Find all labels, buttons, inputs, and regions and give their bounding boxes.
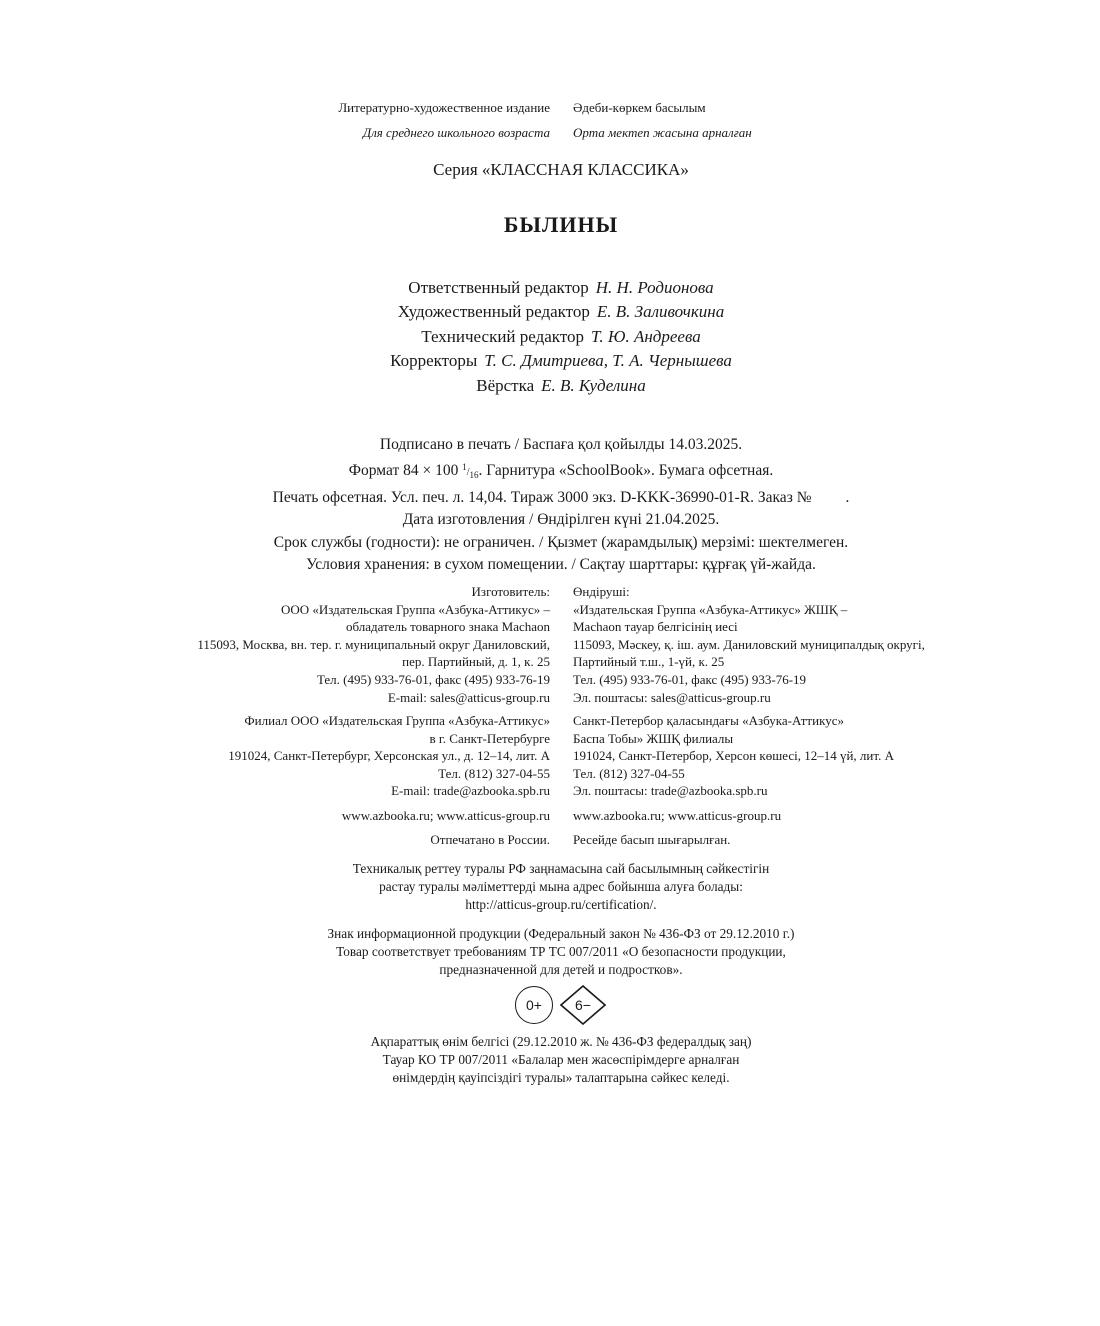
format-suffix: . Гарнитура «SchoolBook». Бумага офсетная. xyxy=(478,462,774,480)
branch-ru-line: Тел. (812) 327-04-55 xyxy=(438,765,550,781)
branch-kz xyxy=(573,712,894,800)
storage-conditions: Условия хранения: в сухом помещении. / Сақтау шарттары: құрғақ үй-жайда. xyxy=(306,556,816,574)
info-sign-kz-line: Ақпараттық өнім белгісі (29.12.2010 ж. № 436-ФЗ федералдық заң) xyxy=(370,1034,752,1049)
credit-line xyxy=(0,325,1100,349)
branch-ru xyxy=(228,712,550,800)
manufacturer-ru-line: Изготовитель: xyxy=(471,584,550,599)
info-sign-kz xyxy=(0,1033,1100,1087)
age-rating-badges xyxy=(514,985,610,1025)
manufacturer-kz-line: Өндіруші: xyxy=(573,584,630,599)
age-rating-diamond-label: 6− xyxy=(575,997,591,1013)
imprint-block xyxy=(0,434,1100,576)
branch-ru-line: в г. Санкт-Петербурге xyxy=(429,730,550,746)
credit-name: Т. Ю. Андреева xyxy=(591,326,701,346)
info-sign-kz-line: өнімдердің қауіпсіздігі туралы» талаптарына сәйкес келеді. xyxy=(392,1070,730,1085)
info-sign-ru-line: предназначенной для детей и подростков». xyxy=(439,962,683,977)
credit-line xyxy=(0,276,1100,300)
websites-ru-line: www.azbooka.ru; www.atticus-group.ru xyxy=(341,808,550,823)
printed-in-ru xyxy=(430,831,550,849)
print-details: Печать офсетная. Усл. печ. л. 14,04. Тираж 3000 экз. D-KKK-36990-01-R. Заказ № xyxy=(272,488,812,506)
credit-line xyxy=(0,300,1100,324)
age-group-ru: Для среднего школьного возраста xyxy=(362,125,550,140)
branch-ru-line: 191024, Санкт-Петербург, Херсонская ул., д. 12–14, лит. А xyxy=(228,748,550,764)
branch-kz-line: 191024, Санкт-Петербор, Херсон көшесі, 12–14 үй, лит. А xyxy=(573,748,894,764)
credit-name: Т. С. Дмитриева, Т. А. Чернышева xyxy=(484,351,732,371)
credit-role: Технический редактор xyxy=(421,326,585,346)
manufacturer-kz-email: Эл. поштасы: sales@atticus-group.ru xyxy=(573,689,771,705)
certification-url: http://atticus-group.ru/certification/. xyxy=(465,897,657,912)
credit-role: Ответственный редактор xyxy=(408,278,589,297)
credit-line xyxy=(0,349,1100,373)
manufacturer-kz-line: 115093, Мәскеу, қ. іш. аум. Даниловский муниципалдық округі, xyxy=(573,636,925,652)
manufacturer-ru-line: пер. Партийный, д. 1, к. 25 xyxy=(402,654,550,670)
service-life: Срок службы (годности): не ограничен. / Қызмет (жарамдылық) мерзімі: шектелмеген. xyxy=(273,533,849,551)
age-group-kz: Орта мектеп жасына арналған xyxy=(573,125,752,140)
branch-kz-email: Эл. поштасы: trade@azbooka.spb.ru xyxy=(573,783,768,799)
manufacturer-ru xyxy=(197,583,550,706)
edition-type-kz: Әдеби-көркем басылым xyxy=(573,100,706,115)
manufacturer-ru-line: 115093, Москва, вн. тер. г. муниципальный округ Даниловский, xyxy=(197,636,550,652)
manufacturer-kz-line: Machaon тауар белгісінің иесі xyxy=(573,619,738,635)
websites-kz-line: www.azbooka.ru; www.atticus-group.ru xyxy=(573,808,782,823)
printed-in-ru-line: Отпечатано в России. xyxy=(430,832,550,847)
signed-to-print: Подписано в печать / Баспаға қол қойылды 14.03.2025. xyxy=(379,436,743,453)
manufacturer-kz xyxy=(573,583,925,706)
series-name: Серия «КЛАССНАЯ КЛАССИКА» xyxy=(433,160,689,179)
edition-type-ru: Литературно-художественное издание xyxy=(338,100,550,115)
certification-block xyxy=(0,860,1100,914)
format-prefix: Формат 84 × 100 xyxy=(348,462,459,480)
info-sign-ru-line: Товар соответствует требованиям ТР ТС 007/2011 «О безопасности продукции, xyxy=(336,944,786,959)
manufacturer-kz-line: «Издательская Группа «Азбука-Аттикус» ЖШҚ – xyxy=(573,601,848,617)
age-rating-label: 0+ xyxy=(526,997,542,1013)
manufacture-date: Дата изготовления / Өндірілген күні 21.04.2025. xyxy=(402,511,720,529)
websites-ru xyxy=(342,807,550,825)
certification-line: растау туралы мәліметтерді мына адрес бойынша алуға болады: xyxy=(379,879,743,894)
branch-kz-line: Тел. (812) 327-04-55 xyxy=(573,765,685,781)
format-numerator: 1 xyxy=(462,462,467,473)
manufacturer-kz-line: Тел. (495) 933-76-01, факс (495) 933-76-19 xyxy=(573,671,807,687)
printed-in-kz xyxy=(573,831,730,849)
manufacturer-ru-line: ООО «Издательская Группа «Азбука-Аттикус» – xyxy=(280,601,550,617)
credit-name: Е. В. Куделина xyxy=(541,375,646,395)
manufacturer-ru-line: обладатель товарного знака Machaon xyxy=(345,619,550,635)
info-sign-ru-line: Знак информационной продукции (Федеральный закон № 436-ФЗ от 29.12.2010 г.) xyxy=(327,926,795,941)
branch-kz-line: Санкт-Петербор қаласындағы «Азбука-Аттикус» xyxy=(573,713,844,728)
branch-kz-line: Баспа Тобы» ЖШҚ филиалы xyxy=(573,730,734,746)
printed-in-kz-line: Ресейде басып шығарылған. xyxy=(573,832,731,847)
manufacturer-kz-line: Партийный т.ш., 1-үй, к. 25 xyxy=(573,654,725,670)
manufacturer-ru-email: E-mail: sales@atticus-group.ru xyxy=(387,689,550,705)
credit-role: Корректоры xyxy=(390,351,478,371)
credit-role: Вёрстка xyxy=(476,375,535,395)
print-line-end: . xyxy=(845,488,850,506)
book-title: БЫЛИНЫ xyxy=(503,212,619,237)
branch-ru-line: Филиал ООО «Издательская Группа «Азбука-Аттикус» xyxy=(244,713,550,728)
credit-name: Н. Н. Родионова xyxy=(595,278,714,297)
format-fraction: $^1/_{16}$ xyxy=(462,462,479,481)
age-rating-diamond-icon xyxy=(560,985,606,1025)
branch-ru-email: E-mail: trade@azbooka.spb.ru xyxy=(391,783,550,799)
credit-name: Е. В. Заливочкина xyxy=(596,302,725,322)
certification-line: Техникалық реттеу туралы РФ заңнамасына сай басылымның сәйкестігін xyxy=(352,861,770,876)
format-line xyxy=(0,456,1100,486)
credit-role: Художественный редактор xyxy=(397,302,590,322)
info-sign-kz-line: Тауар КО ТР 007/2011 «Балалар мен жасөспірімдерге арналған xyxy=(382,1052,740,1067)
age-rating-circle-icon xyxy=(515,986,553,1024)
format-denominator: 16 xyxy=(469,470,479,481)
print-line xyxy=(0,487,1100,509)
info-sign-ru xyxy=(0,925,1100,979)
credit-line xyxy=(0,374,1100,398)
manufacturer-ru-line: Тел. (495) 933-76-01, факс (495) 933-76-19 xyxy=(316,671,550,687)
websites-kz xyxy=(573,807,781,825)
credits-block xyxy=(0,276,1100,398)
